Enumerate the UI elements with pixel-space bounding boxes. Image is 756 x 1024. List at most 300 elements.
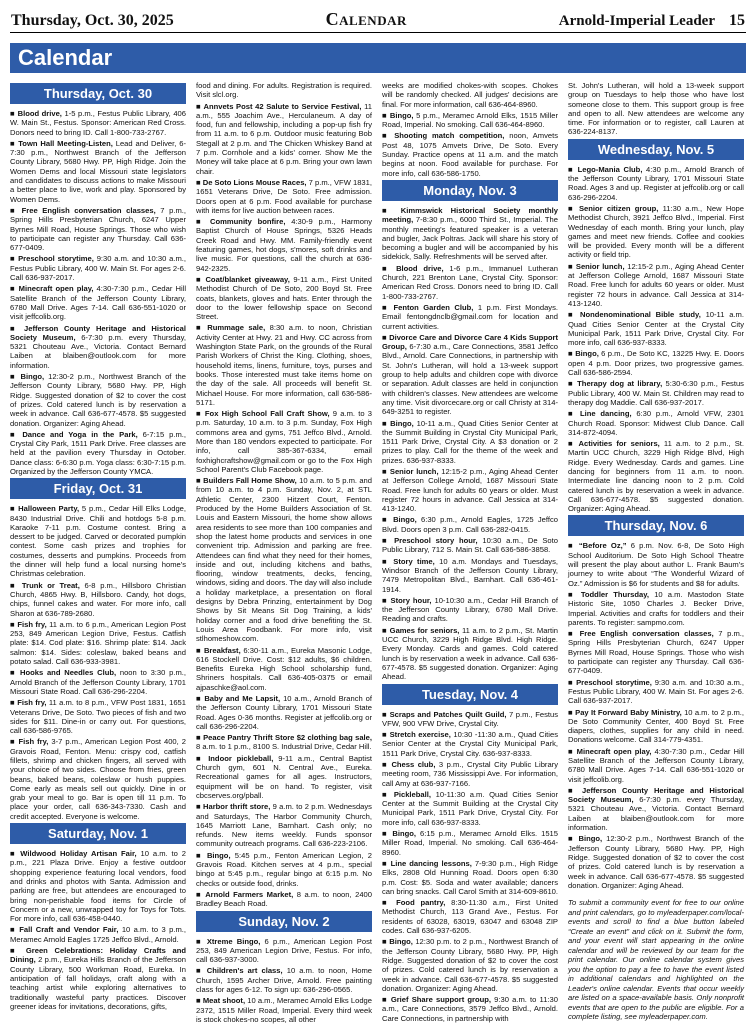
event-details: 6-7:15 p.m., Crystal City Park, 1511 Park Drive. Free classes are held at the pavilion every Thursday in October. Dance class: 6-6:30 p.m. Yoga class: 6:30-7:15 p.m. Organized by the Jefferson County YMCA.: [10, 429, 187, 476]
day-heading: Wednesday, Nov. 5: [568, 139, 744, 160]
event-title: ■: [10, 254, 19, 264]
event-details: 2 p.m., Eureka Hills Branch of the Jefferson County Library, 500 Workman Road, Eureka. In anticipation of fall holidays, craft along with a teaching artist while exploring alternatives to traditionally wasteful party practices. Discover greener ideas for invitations, decorations, gifts,: [10, 955, 186, 1011]
event-title-text: Bingo,: [393, 515, 417, 525]
event-details: 12:30-2 p.m., Northwest Branch of the Jefferson County Library, 5680 Hwy. PP, High Ridge. Suggested donation of $2 to cover the cost of prizes. Cold catered lunch is by reservation a week in advance. Call 636-677-4578. $5 suggested donation. Organizer: Aging Ahead.: [568, 834, 744, 890]
event-list: [196, 81, 372, 909]
event-details: 8:30 a.m. to noon, Christian Activity Center at Hwy. 21 and Hwy. CC across from Washington State Park, on the grounds of the Rural Parish Workers of Christ the King. Clothing, shoes, household items, linens, furniture, toys, purses and books. Those interested must take items home on the day of the sale. All proceeds will benefit St. Michael House. For more information, call 636-586-5171.: [196, 323, 372, 407]
event-item: [568, 541, 744, 587]
event-details: 10 a.m. to 3 p.m., Meramec Arnold Eagles 1725 Jeffco Blvd., Arnold.: [10, 925, 186, 944]
event-details: 8 a.m. to 1 p.m., 8100 S. Industrial Drive, Cedar Hill.: [196, 742, 372, 752]
event-details: 10:30 a.m., De Soto Public Library, 712 S. Main St. Call 636-586-3858.: [382, 536, 558, 555]
event-title: ■: [196, 645, 204, 655]
event-title: ■: [196, 936, 207, 946]
event-title-text: Meat shoot,: [202, 996, 246, 1006]
event-item: [196, 802, 372, 848]
event-title-text: Bingo,: [575, 349, 599, 359]
newspaper-page: [10, 0, 746, 1024]
day-heading: Monday, Nov. 3: [382, 180, 558, 201]
event-title: ■: [10, 138, 19, 148]
event-details: 9:30 a.m. and 10:30 a.m., Festus Public Library, 400 W. Main St. For ages 2-6. Call 636-937-2017.: [10, 254, 186, 283]
event-title: ■: [196, 996, 203, 1006]
event-item: [196, 937, 372, 965]
event-details: 6-8 p.m., Hillsboro Christian Church, 4865 Hwy. B, Hillsboro. Candy, hot dogs, chips, funnel cakes and water. For more info, call Sharon at 636-789-2680.: [10, 580, 186, 618]
event-details: 10 a.m., Meramec Arnold Elks Lodge 2372, 1515 Miller Road, Imperial. Every third week is stock chokes-no scopes, all other: [196, 996, 372, 1024]
event-details: 10 a.m., Arnold Branch of the Jefferson County Library, 1701 Missouri State Road. Ages 0-36 months. Register at jeffcolib.org or call 636-296-2204.: [196, 694, 372, 731]
event-item: [382, 515, 558, 534]
event-title-text: Story time,: [393, 556, 435, 566]
event-title: ■: [568, 349, 576, 359]
event-item: [568, 409, 744, 437]
event-details: 4:30-9 p.m., Harmony Baptist Church of House Springs, 5326 Heads Creek Road and Hwy. MM. Family-friendly event featuring games, hot dogs, s'mores, soft drinks and live music. For questions, call the church at 636-942-2325.: [196, 217, 372, 273]
event-title: ■: [568, 629, 580, 639]
event-list: [382, 710, 558, 1024]
event-details: 1-6 p.m., Immanuel Lutheran Church, 221 Brenton Lane, Crystal City. Sponsor: American Red Cross. Donors need to bring ID. Call 1-800-733-2767.: [382, 263, 558, 301]
event-title-text: Community bonfire,: [210, 217, 286, 227]
event-item: [10, 946, 186, 1011]
event-title-text: “Before Oz,”: [578, 541, 627, 551]
event-title-text: Arnold Farmers Market,: [205, 889, 294, 899]
event-details: 9 a.m. to 2 p.m. Wednesdays and Saturdays, The Harbor Community Church, 1645 Marriott Lane, Barnhart. Cash only; no refunds. New items weekly. Funds sponsor community outreach programs. Call 636-223-2106.: [196, 802, 372, 849]
event-title-text: Indoor pickleball,: [208, 753, 274, 763]
event-details: 5 p.m., Meramec Arnold Elks, 1515 Miller Road, Imperial. No smoking. Call 636-464-8960.: [382, 110, 558, 130]
event-details: 6:30-11 a.m., Eureka Masonic Lodge, 616 Stockell Drive. Cost: $12 adults, $6 children. Benefits Eureka High School scholarship fund, Shriners hospitals. Call 636-405-0375 or email ajpaschke@aol.com.: [196, 645, 372, 692]
event-item: [382, 81, 558, 109]
event-details: 4:30-7:30 p.m., Cedar Hill Satellite Branch of the Jefferson County Library, 6780 Mall Drive. Ages 7-14. Call 636-551-1020 or visit jeffcolib.org.: [568, 746, 745, 784]
issue-date: Thursday, Oct. 30, 2025: [11, 12, 174, 29]
event-item: [382, 303, 558, 331]
event-details: 12:15-2 p.m., Aging Ahead Center at Jefferson College Arnold, 1687 Missouri State Road. Free lunch for adults 60 years or older. Must register 72 hours in advance. Call Jessica at 314-413-1240.: [382, 466, 558, 514]
event-item: [568, 204, 744, 260]
event-details: 10 a.m. to noon, Home Church, 1595 Archer Drive, Arnold. Free painting class for ages 6-12. To sign up: 636-296-0565.: [196, 966, 373, 995]
event-title: ■: [10, 504, 19, 514]
event-item: [196, 476, 372, 643]
event-title-text: Senior lunch,: [575, 261, 625, 271]
event-details: Lead and Deliver, 6-7:30 p.m., Northwest Branch of the Jefferson County Library, 5680 Hwy. PP, High Ridge. Join the Women Dems and local Missouri state legislators and candidates to discuss actions to make Missouri a better place to live, work and play. Sponsored by Women Dems.: [10, 138, 186, 204]
event-title: ■: [382, 760, 392, 769]
event-title: ■: [568, 541, 579, 551]
event-details: 6 p.m., American Legion Post 253, 849 American Legion Drive, Festus. For info, call 636-937-3000.: [196, 936, 372, 965]
event-title-text: Fall Craft and Vendor Fair,: [19, 925, 119, 935]
event-title-text: Coat/blanket giveaway,: [205, 274, 290, 284]
event-title-text: Town Hall Meeting-Listen,: [18, 138, 113, 148]
day-heading: Tuesday, Nov. 4: [382, 684, 558, 705]
event-details: 7-8:30 p.m., 6000 Third St., Imperial. The monthly meeting's featured speaker is a veteran and bugler, Jack Poltras. Jack will share his story of becoming a bugler and will be accompanied by his sidekick, Sally. Refreshments will be served after.: [382, 215, 558, 262]
event-list: [196, 937, 372, 1024]
event-details: St. John's Lutheran, will hold a 13-week support group on Tuesdays to help those who have lost someone close to them. This support group is free and open to all. New attendees are welcome any time. For information or to register, call Lauren at 636-224-8137.: [568, 81, 744, 137]
event-item: [10, 206, 186, 252]
event-title-text: Story hour,: [390, 595, 432, 605]
page-number: 15: [729, 12, 745, 29]
event-title-text: Line dancing lessons,: [390, 858, 472, 868]
event-details: 7 p.m., VFW 1831, 1651 Veterans Drive, De Soto. Free admission. Doors open at 6 p.m. Food available for purchase with items for live auction between races.: [196, 177, 372, 215]
event-details: 12:15-2 p.m., Aging Ahead Center at Jefferson College Arnold, 1687 Missouri State Road. Free lunch for adults 60 years or older. Must register 72 hours in advance. Call Jessica at 314-413-1240.: [568, 261, 744, 308]
event-title: ■: [196, 802, 203, 812]
event-details: 1 p.m. First Mondays. Email fentongdnclb@gmail.com for location and current activities.: [382, 302, 558, 331]
event-title: ■: [382, 709, 390, 719]
event-details: 6:30 p.m., Arnold Eagles, 1725 Jeffco Blvd. Doors open 3 p.m. Call 636-282-0415.: [382, 515, 558, 534]
event-item: [10, 372, 186, 428]
event-item: [10, 849, 186, 923]
event-item: [10, 737, 186, 821]
event-title: ■: [382, 205, 401, 215]
day-heading: Thursday, Nov. 6: [568, 515, 744, 536]
event-item: [196, 851, 372, 888]
event-details: noon, Amvets Post 48, 1075 Amvets Drive, De Soto. Every Sunday. Practice opens at 11 a.m. and the match begins at noon. Food available for purchase. For more info, call 636-586-1750.: [382, 131, 558, 178]
event-details: 10:30 -11:30 a.m., Quad Cities Senior Center at the Crystal City Municipal Park, 1511 Park Drive, Crystal City. 636-937-8333.: [382, 730, 558, 758]
event-details: 9-11 a.m., First United Methodist Church of De Soto, 200 Boyd St. Free coats, blankets, gloves and hats. Enter through the door to the lower fellowship space on Second Street.: [196, 274, 372, 322]
event-title: ■: [382, 131, 395, 141]
column-4: [568, 81, 745, 1022]
event-title-text: Bingo,: [392, 829, 417, 839]
event-title-text: Pickleball,: [393, 789, 431, 799]
event-title: ■: [10, 205, 22, 215]
event-item: [568, 747, 744, 784]
event-title: ■: [10, 109, 18, 118]
event-title: ■: [382, 937, 390, 947]
event-title: ■: [196, 323, 208, 333]
event-details: 8:30-11:30 a.m., First United Methodist Church, 113 Grand Ave., Festus. For residents of 63028, 63019, 63047 and 63048 ZIP codes. Call 636-937-6205.: [382, 898, 558, 936]
event-details: 6 p.m. Nov. 6-8, De Soto High School Auditorium. De Soto High School Theatre will present the play about author L. Frank Baum's journey to write about “The Wonderful Wizard of Oz.” Admission is $6 for students and $8 for adults.: [568, 541, 745, 588]
event-item: [568, 349, 744, 377]
event-title-text: Bingo,: [206, 850, 231, 860]
event-item: [382, 419, 558, 465]
event-title-text: Chess club,: [391, 760, 436, 769]
event-details: 10 a.m. to 5 p.m. and from 10 a.m. to 4 p.m. Sunday, Nov. 2, at STL Athletic Center, 2300 Hitzert Court, Fenton. Produced by the Home Builders Association of St. Louis and Eastern Missouri, the home show allows area residents to see more than 100 companies and shop the latest home products and services in one convenient trip. Admission and parking are free. Attendees can find what they need for their homes, inside and out, including kitchens and baths, flooring, window treatments, decks, fencing, windows, siding and doors. The day will also include a holiday marketplace, a presentation on floral designs by Debra Prinzing, entertainment by Dog Shows by Sit Means Sit Dog Training, a kids' holiday corner and a food drive benefiting the St. Louis Area Foodbank. For more info, visit stlhomeshow.com.: [196, 476, 373, 644]
event-item: [568, 834, 744, 890]
event-title: ■: [568, 834, 579, 844]
event-title: ■: [382, 898, 397, 908]
event-title-text: Blood drive,: [17, 109, 62, 118]
event-details: 6 p.m., De Soto KC, 13225 Hwy. E. Doors open 4 p.m. Door prizes, two progressive games. Call 636-586-2594.: [568, 349, 745, 378]
event-title: ■: [196, 889, 206, 899]
event-item: [382, 264, 558, 301]
event-title-text: Green Celebrations: Holiday Crafts and Dining,: [10, 946, 186, 965]
day-heading: Thursday, Oct. 30: [10, 83, 186, 104]
event-title: ■: [568, 261, 576, 271]
event-title-text: Fish fry,: [17, 619, 47, 629]
event-title: ■: [568, 589, 581, 599]
event-details: 12:30 p.m. to 2 p.m., Northwest Branch of the Jefferson County Library, 5680 Hwy. PP, High Ridge. Suggested donation of $2 to cover the cost of prizes. Cold catered lunch is by reservation a week in advance. Call 636-677-4578. $5 suggested donation. Organizer: Aging Ahead.: [382, 937, 558, 993]
event-item: [382, 131, 558, 177]
event-title-text: Stretch exercise,: [389, 730, 451, 740]
event-title-text: Nondenominational Bible study,: [580, 310, 701, 320]
event-list: [10, 504, 186, 821]
event-title: ■: [382, 466, 390, 476]
event-details: 10 a.m. to 2 p.m., 221 Plaza Drive. Enjoy a festive outdoor shopping experience featuring local vendors, food and drinks and photos with Santa. Admission and parking are free, but attendees are encouraged to bring non-perishable food items for Circle of Concern or a new, unwrapped toy for Toys for Tots. For more info, call 636-458-0440.: [10, 849, 186, 924]
event-title-text: Bingo,: [389, 937, 413, 947]
event-title-text: Peace Pantry Thrift Store $2 clothing bag sale,: [203, 733, 372, 743]
event-details: 10 a.m. to 2 p.m., De Soto Community Center, 400 Boyd St. Free diapers, clothes, supplies for any child in need. Donations welcome. Call 314-779-4351.: [568, 707, 744, 745]
event-title: ■: [568, 746, 577, 756]
event-item: [568, 590, 744, 627]
event-item: [568, 81, 744, 137]
event-title: ■: [382, 302, 394, 312]
event-title-text: Senior citizen group,: [578, 203, 659, 213]
event-details: noon to 3:30 p.m., Arnold Branch of the Jefferson County Library, 1701 Missouri State Road. Call 636-296-2204.: [10, 668, 187, 696]
event-details: 10-11:30 a.m. Quad Cities Senior Center at the Summit Building at the Crystal City Municipal Park, 1511 Park Drive, Crystal City. For more info, call 636-937-8333.: [382, 789, 558, 827]
event-title: ■: [382, 789, 394, 799]
event-list: [568, 165, 744, 514]
event-details: 11:30 a.m., New Hope Methodist Church, 3921 Jeffco Blvd., Imperial. First Wednesday of each month. Bring your lunch, play games and meet new friends. Coffee and cookies will be provided. Every month will be a different activity or field trip.: [568, 203, 744, 260]
event-details: 9-11 a.m., Central Baptist Church gym, 601 N. Central Ave., Eureka. Recreational games for all ages. Instructors, equipment will be on hand. To register, visit cbcserves.org/pball.: [196, 753, 373, 800]
event-item: [196, 646, 372, 692]
event-title-text: Hooks and Needles Club,: [20, 668, 117, 678]
event-details: food and dining. For adults. Registration is required. Visit slcl.org.: [196, 81, 372, 100]
event-item: [382, 829, 558, 857]
event-title-text: Grief Share support group,: [390, 995, 492, 1005]
event-title: ■: [382, 110, 390, 120]
event-title: ■: [196, 177, 203, 187]
event-item: [196, 409, 372, 474]
event-title-text: Therapy dog at library,: [577, 379, 663, 389]
event-title: ■: [382, 595, 391, 605]
calendar-columns: [10, 81, 746, 1024]
event-title: ■: [568, 439, 579, 449]
event-title-text: Lego-Mania Club,: [577, 164, 643, 174]
event-item: [382, 596, 558, 624]
event-details: 1-5 p.m., Festus Public Library, 406 W. Main St., Festus. Sponsor: American Red Cross. Donors need to bring ID. Call 1-800-733-2767.: [10, 109, 186, 137]
event-item: [382, 626, 558, 682]
event-details: 6-7:30 p.m. every Thursday, 5321 Chouteau Ave., Victoria. Contact Bernard Laiben at blaiben@outlook.com for more information.: [10, 332, 186, 370]
event-details: 7 p.m., Festus VFW, 900 VFW Drive, Crystal City.: [382, 709, 558, 728]
event-title: ■: [568, 677, 577, 687]
event-details: 4:30 p.m., Arnold Branch of the Jefferson County Library, 1701 Missouri State Road. Ages 3 and up. Register at jeffcolib.org or call 636-296-2204.: [568, 164, 744, 202]
event-title: ■: [568, 707, 576, 717]
event-details: 7-9:30 p.m., High Ridge Elks, 2808 Old Hunning Road. Doors open 6:30 p.m. Cost: $5. Soda and water available; dancers can bring snacks. Call Carol Smith at 314-609-8610.: [382, 858, 559, 896]
event-item: [568, 310, 744, 347]
event-title-text: Annvets Post 42 Salute to Service Festival,: [203, 101, 362, 111]
event-title: ■: [382, 995, 391, 1005]
event-title: ■: [382, 418, 391, 428]
event-details: 11 a.m. to 6 p.m., American Legion Post 253, 849 American Legion Drive, Festus. Catfish plate: $14. Cod plate: $16. Shrimp plate: $14. Jack salmon: $14. Sides: coleslaw, baked beans and potato salad. Call 636-933-3981.: [10, 619, 186, 667]
event-title: ■: [382, 858, 391, 868]
event-item: [10, 109, 186, 137]
event-title: ■: [196, 409, 205, 419]
day-heading: Friday, Oct. 31: [10, 478, 186, 499]
event-item: [196, 754, 372, 800]
event-title-text: Xtreme Bingo,: [206, 936, 261, 946]
event-details: 6:15 p.m., Meramec Arnold Elks. 1515 Miller Road, Imperial. No smoking. Call 636-464-8960.: [382, 829, 558, 857]
event-details: 9:30 a.m. and 10:30 a.m., Festus Public Library, 400 W. Main St. For ages 2-6. Call 636-937-2017.: [568, 677, 744, 706]
event-item: [10, 668, 186, 696]
event-title-text: Breakfast,: [203, 645, 241, 655]
event-item: [10, 581, 186, 618]
event-title: ■: [382, 625, 390, 635]
event-details: 3 p.m., Crystal City Public Library meeting room, 736 Mississippi Ave. For information, call Amy at 636-937-7166.: [382, 760, 559, 788]
event-item: [196, 890, 372, 909]
event-title: ■: [10, 323, 25, 333]
event-title-text: De Soto Lions Mouse Races,: [202, 177, 307, 187]
event-details: 9:30 a.m. to 11:30 a.m., Care Connections, 3579 Jeffco Blvd., Arnold. Care Connections, in partnership with: [382, 995, 558, 1023]
event-title: ■: [10, 619, 18, 629]
event-title-text: Preschool storytime,: [18, 254, 94, 264]
event-title: ■: [568, 409, 580, 419]
event-item: [382, 111, 558, 130]
event-item: [382, 995, 558, 1023]
event-title-text: Free English conversation classes,: [579, 629, 714, 639]
event-item: [568, 262, 744, 308]
event-title: ■: [10, 580, 22, 590]
event-item: [568, 165, 744, 202]
event-details: 7 p.m., Spring Hills Presbyterian Church, 6247 Upper Byrnes Mill Road, House Springs. Those who wish to participate can register any Thursday. Call 636-677-0409.: [568, 629, 744, 676]
paper-name: [559, 12, 745, 30]
event-item: [382, 730, 558, 758]
event-item: [10, 698, 186, 735]
event-title: ■: [10, 372, 21, 382]
event-item: [10, 925, 186, 944]
event-title: ■: [196, 694, 205, 703]
event-title: ■: [196, 101, 204, 111]
event-title: ■: [382, 556, 394, 566]
event-item: [196, 733, 372, 752]
event-title: ■: [382, 730, 390, 740]
event-item: [382, 898, 558, 935]
event-item: [382, 859, 558, 896]
event-details: 5:30-6:30 p.m., Festus Public Library, 400 W. Main St. Children may read to therapy dog Maddie. Call 636-937-2017.: [568, 379, 744, 407]
event-title-text: Pay It Forward Baby Ministry,: [575, 707, 682, 717]
event-title-text: Bingo,: [20, 372, 45, 382]
event-title-text: Preschool storytime,: [576, 677, 652, 687]
event-title-text: Free English conversation classes,: [21, 205, 156, 215]
event-list: [382, 81, 558, 178]
event-item: [382, 206, 558, 262]
event-title-text: Bingo,: [390, 418, 414, 428]
event-item: [568, 708, 744, 745]
event-details: 11 a.m., 555 Joachim Ave., Herculaneum. A day of food, fun and fellowship, including a pop-up fish fry from 11 a.m. to 6 p.m. Outdoor music featuring Bob Stegall at 2 p.m. and The Chicken Whiskey Band at 7 p.m. Cornhole and a kids' corner. Show Me the Money will take place at 6 p.m. Bring your own lawn chair.: [196, 101, 372, 176]
event-list: [10, 109, 186, 476]
event-title-text: Food pantry,: [396, 898, 446, 908]
event-title: ■: [196, 850, 207, 860]
event-item: [196, 178, 372, 215]
event-item: [10, 139, 186, 204]
event-title: ■: [382, 536, 395, 546]
event-item: [568, 629, 744, 675]
column-3: [382, 81, 559, 1023]
event-item: [10, 324, 186, 370]
event-title-text: Blood drive,: [396, 263, 444, 273]
event-title-text: Fox High School Fall Craft Show,: [204, 409, 330, 419]
event-title: ■: [196, 274, 206, 284]
column-2: [196, 81, 373, 1024]
event-title-text: Divorce Care and Divorce Care 4 Kids Support Group,: [382, 332, 558, 352]
page-header: [10, 0, 746, 33]
event-title: ■: [10, 849, 21, 859]
event-details: 6-7:30 a.m., Care Connections, 3581 Jeffco Blvd., Arnold. Care Connections, in partnership with St. John's Lutheran, will hold a 13-week support group to help adults and children cope with divorce or separation. Adult classes are held in conjunction with children's classes. New attendees are welcome any time. Visit divorcecare.org or call Christy at 314-649-3251 to register.: [382, 342, 558, 417]
event-title-text: Fish fry,: [18, 737, 49, 747]
event-title: ■: [10, 925, 20, 935]
event-title-text: Scraps and Patches Quilt Guild,: [389, 709, 507, 719]
event-title: ■: [382, 263, 397, 273]
event-item: [196, 81, 372, 100]
paper-title: Arnold-Imperial Leader: [558, 13, 715, 29]
event-title: ■: [10, 668, 20, 678]
event-title-text: Line dancing,: [579, 409, 632, 419]
event-item: [196, 694, 372, 731]
event-item: [382, 467, 558, 513]
section-name: Calendar: [325, 9, 407, 29]
event-title-text: Minecraft open play,: [576, 746, 652, 756]
event-title-text: Preschool story hour,: [394, 536, 478, 546]
event-details: 12:30-2 p.m., Northwest Branch of the Jefferson County Library, 5680 Hwy. PP, High Ridge. Suggested donation of $2 to cover the cost of prizes. Cold catered lunch is by reservation a week in advance. Call 636-677-4578. $5 suggested donation. Organizer: Aging Ahead.: [10, 372, 186, 428]
event-title-text: Senior lunch,: [389, 466, 439, 476]
column-1: [10, 81, 187, 1011]
event-details: 5 p.m., Cedar Hill Elks Lodge, 8430 Industrial Drive. Chili and hotdogs 5-8 p.m. Karaoke 7-11 p.m. Costume contest. Bring a dessert to be judged. Carved or decorated pumpkin contest. Some cash prizes and trophies for costumes, desserts and pumpkins. Proceeds from the dinner will help fund a local nursing home's Christmas celebration.: [10, 504, 186, 579]
event-details: 10 a.m. Mondays and Tuesdays, Windsor Branch of the Jefferson County Library, 7479 Metropolitan Blvd., Barnhart. Call 636-461-1914.: [382, 556, 559, 594]
event-title: ■: [196, 733, 204, 743]
event-title-text: Jefferson County Heritage and Historical Society Museum,: [568, 785, 744, 805]
event-list: [568, 81, 744, 137]
event-title-text: Builders Fall Home Show,: [203, 476, 297, 486]
event-title-text: Fish fry,: [17, 698, 47, 708]
event-details: 8 a.m. to noon, 2400 Bradley Beach Road.: [196, 889, 372, 909]
event-item: [382, 760, 558, 788]
event-item: [382, 937, 558, 993]
event-item: [196, 966, 372, 994]
event-item: [10, 284, 186, 321]
submission-note: To submit a community event for free to our online and print calendars, go to myleaderpaper.com/local-events and scroll to find a blue button labeled “Create an event” and click on it. Submit the form, and your event will start appearing in the online calendar and will be reviewed by our team for the print calendar. Our online calendar system gives you the option to pay a fee to have the event listed in additional calendars and highlighted on the Leader's online calendar. Events that occur weekly are listed on a space-available basis. Only nonprofit events that are open to the public are eligible. For a complete listing, see myleaderpaper.com.: [568, 898, 744, 1022]
event-title-text: Fenton Garden Club,: [393, 302, 474, 312]
event-details: 10 a.m. Mastodon State Historic Site, 1050 Charles J. Becker Drive, Imperial. Activities and crafts for toddlers and their parents. To register: sampmo.com.: [568, 589, 744, 627]
event-title: ■: [10, 284, 19, 294]
event-item: [196, 217, 372, 273]
event-list: [10, 849, 186, 1011]
event-item: [568, 786, 744, 832]
event-list: [382, 206, 558, 682]
event-title-text: Toddler Thursday,: [580, 589, 650, 599]
event-title-text: Trunk or Treat,: [21, 580, 80, 590]
event-title: ■: [196, 476, 204, 486]
event-title: ■: [10, 737, 19, 747]
event-title: ■: [10, 429, 23, 439]
event-item: [10, 620, 186, 666]
event-details: 10-10:30 a.m., Cedar Hill Branch of the Jefferson County Library, 6780 Mall Drive. Reading and crafts.: [382, 595, 558, 624]
event-title-text: Shooting match competition,: [394, 131, 505, 141]
event-title-text: Games for seniors,: [389, 625, 460, 635]
event-item: [382, 333, 558, 417]
event-title-text: Minecraft open play,: [18, 284, 94, 294]
event-item: [382, 536, 558, 555]
event-item: [10, 254, 186, 282]
event-title: ■: [196, 753, 209, 763]
event-item: [196, 996, 372, 1024]
event-title: ■: [568, 785, 583, 795]
event-title-text: Dance and Yoga in the Park,: [22, 429, 138, 439]
event-title: ■: [196, 966, 207, 976]
calendar-banner: Calendar: [10, 43, 746, 73]
event-title-text: Activities for seniors,: [578, 439, 660, 449]
event-title-text: Rummage sale,: [207, 323, 266, 333]
event-item: [568, 678, 744, 706]
event-title: ■: [568, 310, 581, 320]
event-details: 6:30 p.m., Arnold VFW, 2301 Church Road. Sponsor: Midwest Club Dance. Call 314-872-4094.: [568, 409, 744, 437]
event-details: 3-7 p.m., American Legion Post 400, 2 Gravois Road, Fenton. Menu: crispy cod, catfish fillets, shrimp and chicken fingers, all served with your choice of two sides. Choose from fries, green beans, baked beans, coleslaw or hush puppies. Come early as meals sell out quickly. Dine in or grab your meal to go. Bar is open till 11 p.m. To place your order, call 636-343-7330. Cash and credit accepted. Everyone is welcome.: [10, 737, 187, 821]
event-item: [382, 557, 558, 594]
event-title-text: Halloween Party,: [18, 504, 80, 514]
event-item: [568, 379, 744, 407]
event-item: [382, 790, 558, 827]
day-heading: Saturday, Nov. 1: [10, 823, 186, 844]
event-details: 10-11 a.m. Quad Cities Senior Center at the Crystal City Municipal Park, 1511 Park Drive, Crystal City. For more info, call 636-937-8333.: [568, 310, 744, 348]
event-title: ■: [10, 946, 26, 956]
event-title: ■: [568, 203, 579, 213]
event-details: 11 a.m. to 2 p.m., St. Martin UCC Church, 3229 High Ridge Blvd. High Ridge. Every Monday. Cards and games. Cold catered lunch is by reservation a week in advance. Call 636-677-4578. $5 suggested donation. Organizer: Aging Ahead.: [382, 625, 558, 682]
event-title: ■: [568, 379, 578, 389]
event-title: ■: [568, 164, 578, 174]
event-item: [10, 504, 186, 578]
event-details: 5:45 p.m., Fenton American Legion, 2 Gravois Road. Kitchen serves at 4 p.m., special bingo at 5:45 p.m., regular bingo at 6:15 p.m. No checks or outside food, drinks.: [196, 850, 373, 888]
event-title-text: Jefferson County Heritage and Historical Society Museum,: [10, 323, 186, 342]
event-item: [10, 430, 186, 476]
